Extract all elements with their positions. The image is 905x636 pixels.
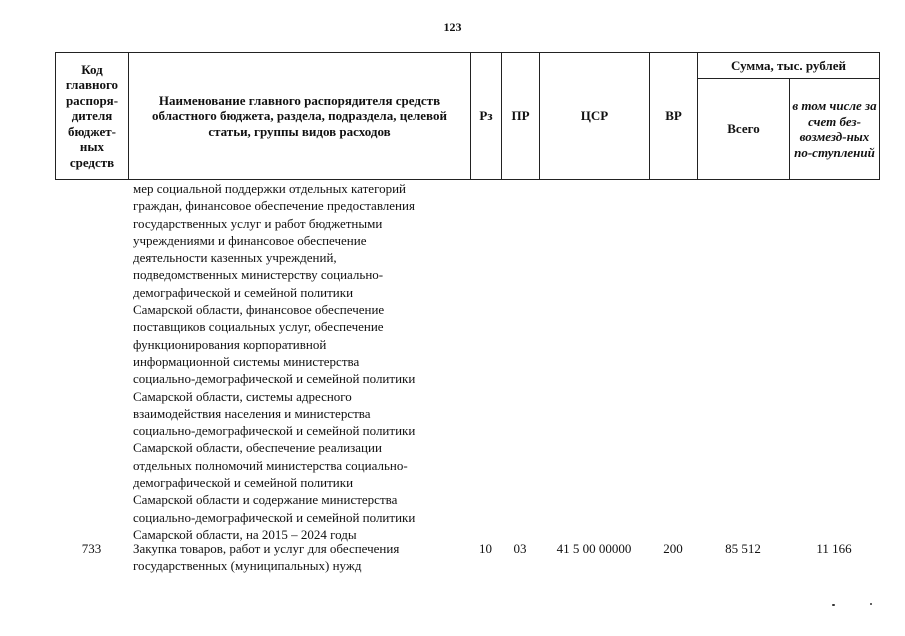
continued-description xyxy=(133,180,415,543)
text-line: Закупка товаров, работ и услуг для обеспечения xyxy=(133,541,400,556)
text-line: демографической и семейной политики xyxy=(133,284,354,300)
text-line: социально-демографической и семейной политики xyxy=(133,509,416,525)
text-line: взаимодействия населения и министерства xyxy=(133,405,371,421)
text-line: учреждениями и финансовое обеспечение xyxy=(133,232,367,248)
text-line: функционирования корпоративной xyxy=(133,336,327,352)
header-pr: ПР xyxy=(502,53,540,180)
text-line: отдельных полномочий министерства социально- xyxy=(133,457,408,473)
text-line: социально-демографической и семейной политики xyxy=(133,423,416,439)
scan-speck xyxy=(832,604,835,606)
budget-table-header xyxy=(55,52,880,180)
row-code: 733 xyxy=(81,541,102,556)
text-line: Самарской области и содержание министерства xyxy=(133,492,398,508)
text-line: подведомственных министерству социально- xyxy=(133,267,384,283)
row-vr: 200 xyxy=(663,541,683,556)
text-line: Самарской области, системы адресного xyxy=(133,388,352,404)
text-line: мер социальной поддержки отдельных категорий xyxy=(133,181,406,196)
text-line: информационной системы министерства xyxy=(133,353,360,369)
header-code: Код главного распоря-дителя бюджет-ных средств xyxy=(56,53,129,180)
text-line: Самарской области, обеспечение реализации xyxy=(133,440,382,456)
page-number: 123 xyxy=(443,20,462,34)
row-csr: 41 5 00 00000 xyxy=(556,541,632,556)
text-line: поставщиков социальных услуг, обеспечение xyxy=(133,319,384,335)
row-pr: 03 xyxy=(513,541,527,556)
text-line: Самарской области, на 2015 – 2024 годы xyxy=(133,526,357,542)
header-nonrepayable: в том числе за счет без-возмезд-ных по-ступлений xyxy=(790,79,880,180)
row-nonrepayable: 11 166 xyxy=(816,541,852,556)
header-rz: Рз xyxy=(471,53,502,180)
text-line: государственных услуг и работ бюджетными xyxy=(133,215,383,231)
header-vr: ВР xyxy=(650,53,698,180)
row-total: 85 512 xyxy=(725,541,761,556)
text-line: демографической и семейной политики xyxy=(133,475,354,491)
text-line: государственных (муниципальных) нужд xyxy=(133,558,362,574)
row-name xyxy=(133,540,399,575)
header-name: Наименование главного распорядителя средств областного бюджета, раздела, подраздела, целевой статьи, группы видов расходов xyxy=(129,53,471,180)
text-line: социально-демографической и семейной политики xyxy=(133,371,416,387)
text-line: деятельности казенных учреждений, xyxy=(133,250,337,266)
header-sum-group: Сумма, тыс. рублей xyxy=(698,53,880,79)
row-rz: 10 xyxy=(479,541,492,556)
header-csr: ЦСР xyxy=(540,53,650,180)
header-total: Всего xyxy=(698,79,790,180)
text-line: граждан, финансовое обеспечение предоставления xyxy=(133,198,415,214)
scan-speck xyxy=(870,603,872,605)
text-line: Самарской области, финансовое обеспечение xyxy=(133,302,385,318)
